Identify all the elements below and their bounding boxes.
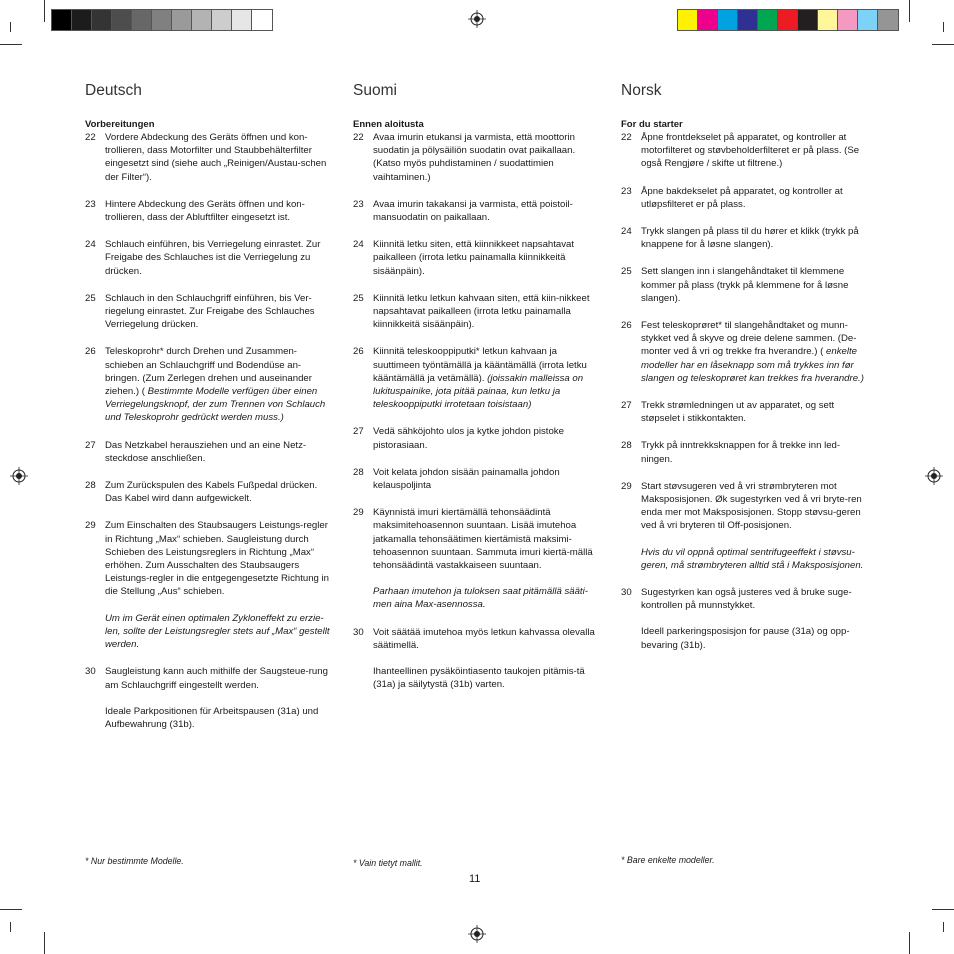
step-number: 26 [353,346,364,358]
step-text [641,225,871,251]
step-body: Åpne frontdekselet på apparatet, og kontroller at motorfilteret og støvbeholderfilteret er på plass. (Se også Rengjøre / skifte ut filtrene.) [641,132,860,170]
step-body: Kiinnitä teleskooppiputki* letkun kahvaan ja suuttimeen työntämällä ja kääntämällä (irrota letku kääntämällä ja vetämällä). [373,346,587,384]
column-norsk [621,82,871,652]
step-text [373,292,603,332]
step-body: Vedä sähköjohto ulos ja kytke johdon pistoke pistorasiaan. [373,426,564,451]
section-heading: Vorbereitungen [85,119,155,130]
language-title: Deutsch [85,82,142,99]
color-swatch [232,10,252,30]
step-italic-remark: (joissakin malleissa on lukituspainike, jota pitää painaa, kun letku ja teleskooppiputki irrotetaan toisistaan) [373,372,584,411]
page-number: 11 [469,873,481,885]
step-number: 23 [353,198,364,210]
registration-mark-icon [10,467,28,485]
step-italic-remark: enkelte modeller har en låseknapp som må trykkes inn før slangen og teleskoprøret kan trekkes fra hverandre.) [641,346,864,384]
step-body: Fest teleskoprøret* til slangehåndtaket og munn-stykket ved å skyve og dreie delene sammen. (De-monter ved å vri og trekke fra hverandre.) ( [641,320,857,358]
step-number: 24 [353,239,364,251]
step-body: Sett slangen inn i slangehåndtaket til klemmene kommer på plass (trykk på klemmene for å løsne slangen). [641,266,849,304]
step-row [353,292,603,332]
footnote-norsk: * Bare enkelte modeller. [621,855,715,865]
step-row [353,425,603,451]
step-italic-remark: Bestimmte Modelle verfügen über einen Verriegelungsknopf, der zum Trennen von Schlauch und Teleskoprohr gedrückt werden muss.) [105,386,326,424]
step-text [105,519,335,598]
step-row [85,198,335,224]
step-row [85,439,335,465]
step-number: 27 [621,400,632,412]
color-swatch [858,10,878,30]
step-note: Hvis du vil oppnå optimal sentrifugeeffekt i støvsu-geren, må strømbryteren alltid stå i Maksposisjonen. [641,546,864,571]
color-swatch [212,10,232,30]
step-text [641,586,871,612]
step-body: Kiinnitä letku letkun kahvaan siten, että kiin-nikkeet napsahtavat paikalleen (irrota letku painamalla kiinnikkeitä sisäänpäin). [373,292,590,331]
step-text [641,439,871,465]
step-number: 23 [621,185,632,197]
language-title: Norsk [621,82,662,99]
step-text [105,345,335,424]
instruction-step [85,665,335,731]
step-body: Avaa imurin takakansi ja varmista, että poistoil-mansuodatin on paikallaan. [373,198,573,224]
color-swatch [678,10,698,30]
step-body: Schlauch in den Schlauchgriff einführen, bis Ver-riegelung einrastet. Zur Freigabe des Schlauches Verriegelung drücken. [105,292,315,331]
step-text [373,198,603,224]
instruction-step [353,466,603,492]
step-text [373,466,603,492]
instruction-step [85,519,335,651]
step-row [85,292,335,332]
grayscale-color-bar [51,9,273,31]
instruction-step [621,439,871,465]
color-swatch [878,10,898,30]
color-swatch [92,10,112,30]
instruction-step [353,506,603,611]
color-swatch [152,10,172,30]
step-body: Åpne bakdekselet på apparatet, og kontroller at utløpsfilteret er på plass. [641,185,843,210]
section-heading: Ennen aloitusta [353,119,424,130]
instruction-step [353,198,603,224]
step-row [85,131,335,184]
instruction-step [621,480,871,572]
step-row [85,345,335,424]
step-text [373,345,603,411]
color-swatch [192,10,212,30]
instruction-step [85,198,335,224]
step-number: 27 [85,439,96,451]
step-text [105,292,335,332]
step-body: Zum Zurückspulen des Kabels Fußpedal drücken. Das Kabel wird dann aufgewickelt. [105,480,318,505]
step-row [621,399,871,425]
step-body: Trykk på inntrekksknappen for å trekke inn led-ningen. [641,440,841,465]
step-body: Voit kelata johdon sisään painamalla johdon kelauspoljinta [373,466,560,492]
step-text [373,626,603,652]
color-swatch [252,10,272,30]
step-body: Kiinnitä letku siten, että kiinnikkeet napsahtavat paikalleen (irrota letku painamalla kiinnikkeitä sisäänpäin). [373,239,575,277]
instruction-step [621,185,871,211]
footnote-suomi: * Vain tietyt mallit. [353,858,423,868]
step-row [621,225,871,251]
step-extra: Ideell parkeringsposisjon for pause (31a) og opp-bevaring (31b). [641,626,850,651]
step-number: 30 [621,587,632,599]
step-text [105,131,335,184]
instruction-step [621,265,871,305]
step-body: Trekk strømledningen ut av apparatet, og sett støpselet i stikkontakten. [641,400,835,425]
step-row [353,345,603,411]
step-number: 23 [85,198,96,210]
step-text [373,238,603,278]
step-text [105,665,335,691]
step-note: Um im Gerät einen optimalen Zykloneffekt zu erzie-len, sollte der Leistungsregler stets auf „Max“ gestellt werden. [105,612,330,651]
step-row [85,238,335,278]
color-swatch [838,10,858,30]
column-deutsch [85,82,335,731]
step-number: 29 [85,520,96,532]
language-title: Suomi [353,82,397,99]
color-swatch [132,10,152,30]
color-swatch [718,10,738,30]
color-swatch [738,10,758,30]
step-row [353,506,603,572]
step-row [621,265,871,305]
instruction-step [353,292,603,332]
step-extra: Ideale Parkpositionen für Arbeitspausen (31a) und Aufbewahrung (31b). [105,705,319,730]
step-body: Sugestyrken kan også justeres ved å bruke suge-kontrollen på munnstykket. [641,587,852,612]
step-row [621,480,871,533]
step-text [105,238,335,278]
color-swatch [778,10,798,30]
step-row [353,131,603,184]
step-body: Vordere Abdeckung des Geräts öffnen und kon-trollieren, dass Motorfilter und Staubbehälterfilter eingesetzt sind (siehe auch „Reinigen/Austau-schen der Filter“). [105,132,327,183]
instruction-step [621,225,871,251]
step-number: 25 [85,292,96,304]
step-body: Saugleistung kann auch mithilfe der Saugsteue-rung am Schlauchgriff eingestellt werden. [105,666,328,691]
step-number: 24 [85,239,96,251]
color-swatch [52,10,72,30]
step-text [105,439,335,465]
instruction-step [621,586,871,652]
color-swatch [112,10,132,30]
step-text [641,399,871,425]
step-row [621,319,871,385]
registration-mark-icon [468,10,486,28]
step-text [641,319,871,385]
step-number: 27 [353,426,364,438]
step-row [353,198,603,224]
step-body: Trykk slangen på plass til du hører et klikk (trykk på knappene for å løsne slangen). [641,226,859,251]
step-body: Voit säätää imutehoa myös letkun kahvassa olevalla säätimellä. [373,626,595,651]
color-swatch [172,10,192,30]
step-row [621,439,871,465]
color-swatch [758,10,778,30]
instruction-step [85,439,335,465]
step-row [621,185,871,211]
step-row [85,479,335,505]
step-body: Start støvsugeren ved å vri strømbryteren mot Maksposisjonen. Øk sugestyrken ved å vri bryte-ren enda mer mot Maksposisjonen. Stopp støvsu-geren ved å vri bryteren til Off-posisjonen. [641,480,862,532]
step-text [641,480,871,533]
instruction-step [353,345,603,411]
instruction-step [353,425,603,451]
step-text [105,198,335,224]
instruction-step [621,319,871,385]
instruction-step [85,345,335,424]
step-body: Teleskoprohr* durch Drehen und Zusammen-schieben an Schlauchgriff und Bodendüse an-bringen. (Zum Zerlegen drehen und auseinander ziehen.) ( [105,346,312,398]
step-text [105,479,335,505]
step-number: 29 [353,507,364,519]
instruction-step [621,131,871,171]
step-number: 22 [353,132,364,143]
instruction-step [353,238,603,278]
step-text [641,131,871,171]
step-body: Zum Einschalten des Staubsaugers Leistungs-regler in Richtung „Max“ schieben. Saugleistung durch Schieben des Leistungsreglers in Richtung „Max“ erhöhen. Zum Ausschalten des Staubsaugers Leistungs-regler in die entgegengesetzte Richtung in die Stellung „Aus“ schieben. [105,520,330,598]
column-suomi [353,82,603,692]
registration-mark-icon [468,925,486,943]
step-number: 22 [85,132,96,143]
step-row [85,665,335,691]
color-swatch [798,10,818,30]
step-row [353,466,603,492]
instruction-step [85,131,335,184]
step-note: Parhaan imutehon ja tuloksen saat pitämällä sääti-men aina Max-asennossa. [373,586,588,611]
process-color-bar [677,9,899,31]
step-text [373,425,603,451]
step-number: 28 [85,480,96,492]
step-number: 29 [621,480,632,492]
step-body: Avaa imurin etukansi ja varmista, että moottorin suodatin ja pölysäiliön suodatin ovat paikallaan. (Katso myös puhdistaminen / suodattimien vaihtaminen.) [373,132,576,183]
step-body: Schlauch einführen, bis Verriegelung einrastet. Zur Freigabe des Schlauches ist die Verriegelung zu drücken. [105,239,321,277]
step-row [353,626,603,652]
step-text [373,131,603,184]
step-number: 25 [621,266,632,278]
step-row [85,519,335,598]
registration-mark-icon [925,467,943,485]
color-swatch [698,10,718,30]
step-number: 26 [85,346,96,358]
step-number: 30 [85,666,96,678]
step-number: 26 [621,320,632,332]
color-swatch [72,10,92,30]
step-row [621,131,871,171]
footnote-deutsch: * Nur bestimmte Modelle. [85,856,184,866]
step-row [621,586,871,612]
step-body: Das Netzkabel herausziehen und an eine Netz-steckdose anschließen. [105,439,307,464]
step-body: Hintere Abdeckung des Geräts öffnen und kon-trollieren, dass der Abluftfilter eingesetzt ist. [105,198,305,224]
step-number: 24 [621,226,632,238]
instruction-step [85,479,335,505]
step-number: 25 [353,292,364,304]
step-row [353,238,603,278]
color-swatch [818,10,838,30]
instruction-step [353,626,603,692]
step-number: 28 [353,466,364,478]
instruction-step [85,292,335,332]
step-number: 22 [621,132,632,143]
step-body: Käynnistä imuri kiertämällä tehonsäädintä maksimitehoasennon suuntaan. Lisää imutehoa jatkamalla tehonsäätimen kiertämistä maksimi-tehoasennon suuntaan. Sammuta imuri kiertä-mällä tehonsäädintä vastakkaiseen suuntaan. [373,507,593,572]
step-extra: Ihanteellinen pysäköintiasento taukojen pitämis-tä (31a) ja säilytystä (31b) varten. [373,666,585,691]
section-heading: For du starter [621,119,683,130]
step-number: 28 [621,440,632,452]
step-text [641,265,871,305]
instruction-step [621,399,871,425]
instruction-step [85,238,335,278]
step-number: 30 [353,626,364,638]
step-text [373,506,603,572]
step-text [641,185,871,211]
instruction-step [353,131,603,184]
